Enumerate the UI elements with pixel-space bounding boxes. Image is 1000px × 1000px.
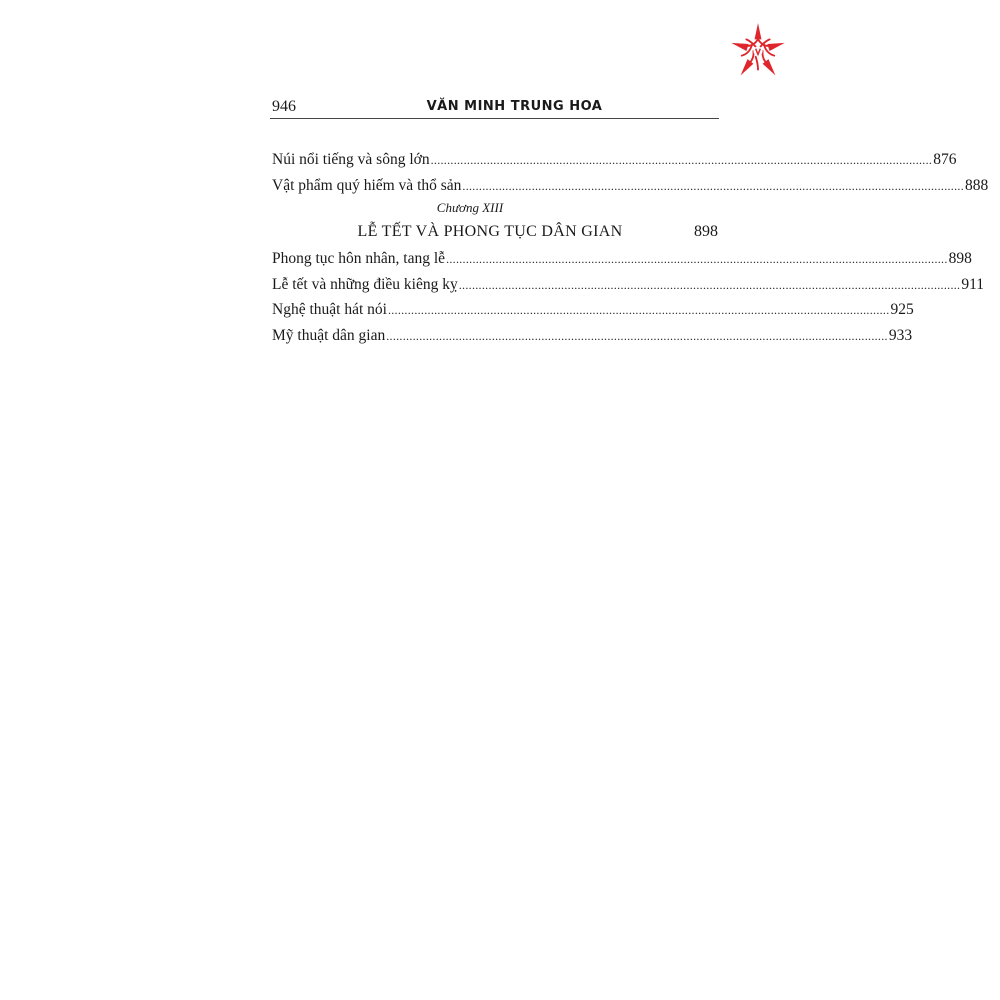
- toc-entry-title: Mỹ thuật dân gian: [272, 326, 386, 344]
- toc-entry-page: 898: [948, 250, 972, 267]
- table-of-contents: [272, 147, 989, 348]
- toc-entry-title: Nghệ thuật hát nói: [272, 301, 387, 318]
- dot-leader: ........................................................................................................................................................: [387, 303, 890, 317]
- chapter-title: LỄ TẾT VÀ PHONG TỤC DÂN GIAN: [357, 223, 623, 240]
- toc-entry-page: 888: [965, 176, 989, 194]
- toc-entry: [272, 272, 985, 298]
- toc-entry-title: Vật phẩm quý hiếm và thổ sản: [272, 176, 462, 194]
- toc-entry-title: Núi nổi tiếng và sông lớn: [272, 151, 430, 168]
- toc-entry: [272, 297, 914, 323]
- toc-entry: [272, 323, 913, 349]
- publisher-star-logo-icon: [729, 22, 787, 80]
- dot-leader: ........................................................................................................................................................: [430, 153, 933, 167]
- toc-entry-title: Phong tục hôn nhân, tang lễ: [272, 250, 446, 267]
- toc-entry-page: 911: [961, 275, 985, 293]
- chapter-page: 898: [694, 223, 718, 240]
- page-header: [270, 96, 719, 119]
- dot-leader: ........................................................................................................................................................: [462, 178, 965, 193]
- toc-entry: [272, 246, 972, 272]
- chapter-heading: [272, 218, 718, 246]
- page-number: 946: [272, 98, 296, 115]
- toc-entry-page: 925: [890, 301, 914, 318]
- dot-leader: ........................................................................................................................................................: [386, 328, 888, 343]
- dot-leader: ........................................................................................................................................................: [446, 252, 948, 266]
- toc-entry: [272, 147, 957, 173]
- toc-entry-page: 876: [933, 151, 957, 168]
- chapter-label: Chương XIII: [436, 200, 504, 215]
- dot-leader: ........................................................................................................................................................: [458, 277, 961, 292]
- toc-entry-page: 933: [888, 326, 913, 344]
- toc-entry-title: Lễ tết và những điều kiêng kỵ: [272, 275, 458, 293]
- toc-entry: [272, 173, 989, 199]
- running-title: VĂN MINH TRUNG HOA: [426, 99, 603, 114]
